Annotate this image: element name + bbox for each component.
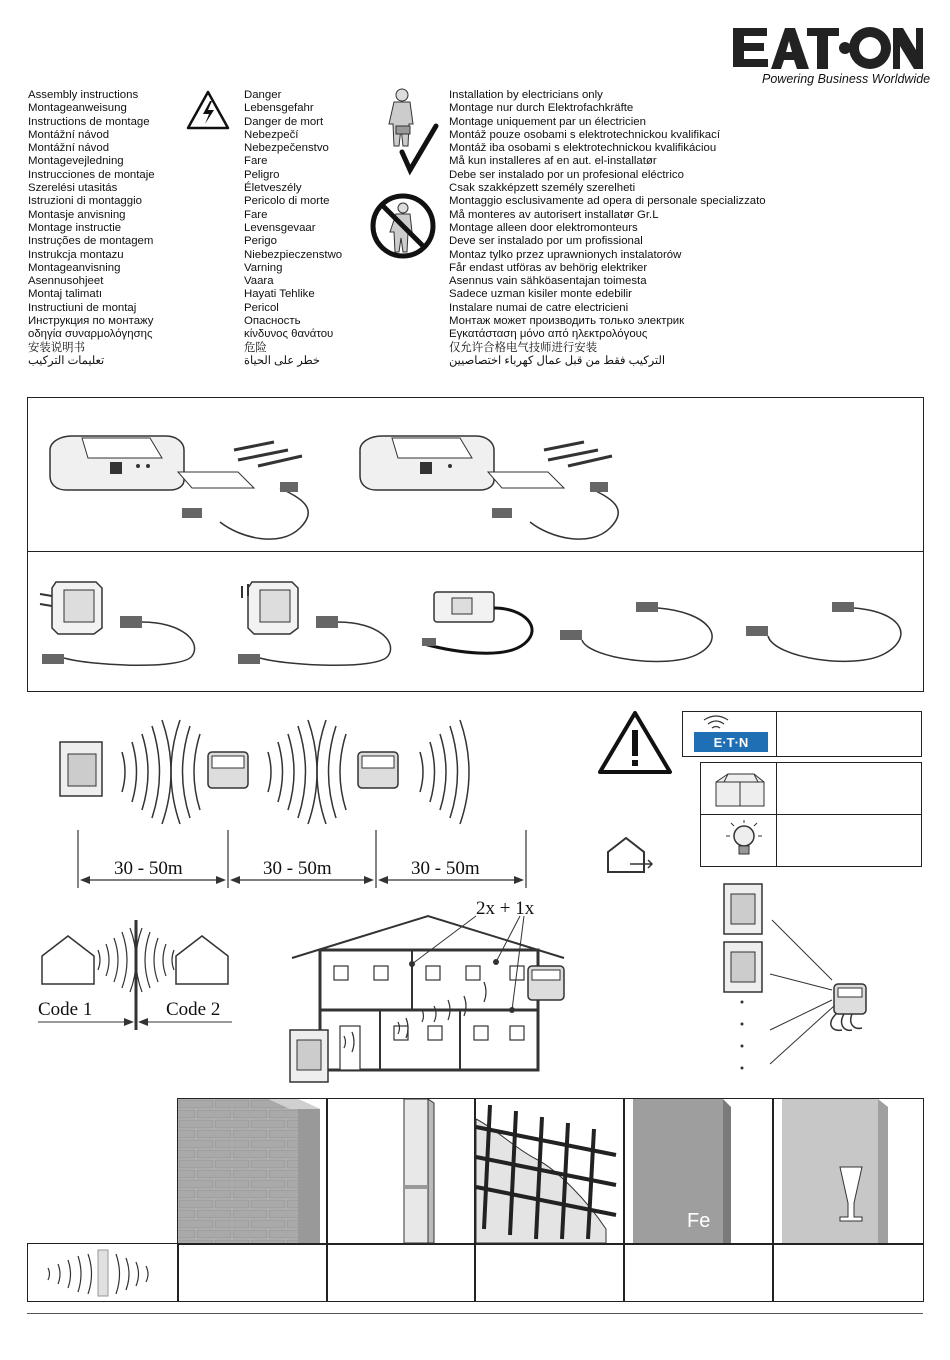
assembly-titles-column	[28, 89, 155, 368]
brick-wall-material	[178, 1099, 326, 1243]
usb-power-adapter-2	[232, 572, 402, 672]
danger-word-2: Danger de mort	[244, 115, 324, 128]
danger-word-7: Életveszély	[244, 182, 302, 195]
electrician-note-16: Instalare numai de catre electricieni	[449, 301, 629, 314]
building-installation-diagram	[288, 912, 568, 1090]
electrician-note-3: Montáž pouze osobami s elektrotechnickou kvalifikací	[449, 128, 720, 141]
plasterboard-material	[328, 1099, 474, 1243]
brand-tagline: Powering Business Worldwide	[762, 72, 931, 86]
danger-word-14: Vaara	[244, 275, 274, 288]
assembly-title-9: Montasje anvisning	[28, 208, 126, 221]
assembly-title-4: Montážní návod	[28, 142, 110, 155]
electrician-note-1: Montage nur durch Elektrofachkräfte	[449, 102, 634, 115]
electrician-note-9: Må monteres av autorisert installatør Gr.L	[449, 208, 659, 221]
assembly-title-0: Assembly instructions	[28, 89, 139, 101]
packaging-divider-h	[700, 814, 921, 815]
danger-word-20: خطر على الحياة	[244, 354, 320, 367]
electrician-note-7: Csak szakképzett személy szerelheti	[449, 182, 636, 195]
light-bulb-icon	[722, 818, 766, 864]
distance-label-2: 30 - 50m	[263, 858, 332, 879]
electrician-note-11: Deve ser instalado por um profissional	[449, 235, 643, 248]
iron-symbol: Fe	[687, 1210, 711, 1232]
danger-word-11: Perigo	[244, 235, 277, 248]
svg-text:E·T·N: E·T·N	[713, 735, 749, 750]
electrician-note-14: Asennus vain sähköasentajan toimesta	[449, 275, 647, 288]
electrician-note-2: Montage uniquement par un électricien	[449, 115, 646, 128]
assembly-title-19: 安装说明书	[28, 341, 85, 354]
package-divider	[27, 551, 923, 552]
assembly-title-15: Montaj talimatı	[28, 288, 103, 301]
distance-label-1: 30 - 50m	[114, 858, 183, 879]
network-cable-2	[742, 598, 912, 668]
distance-label-3: 30 - 50m	[411, 858, 480, 879]
danger-word-4: Nebezpečenstvo	[244, 142, 329, 155]
electrician-note-6: Debe ser instalado por un profesional eléctrico	[449, 168, 684, 181]
packaging-divider-v	[776, 763, 777, 866]
electrician-note-17: Монтаж может производить только электрик	[449, 315, 685, 328]
non-electrician-prohibited-icon	[370, 188, 436, 264]
assembly-title-13: Montageanvisning	[28, 261, 121, 274]
assembly-title-1: Montageanweisung	[28, 102, 127, 115]
assembly-title-16: Instructiuni de montaj	[28, 301, 137, 314]
gateway-kit-illustration-2	[358, 420, 658, 540]
electrician-note-8: Montaggio esclusivamente ad opera di personale specializzato	[449, 195, 766, 208]
assembly-title-2: Instructions de montage	[28, 115, 150, 128]
repeater-count-label: 2x + 1x	[476, 898, 535, 919]
assembly-title-17: Инструкция по монтажу	[28, 315, 154, 328]
electrician-note-13: Får endast utföras av behörig elektriker	[449, 261, 648, 274]
electrician-note-10: Montage alleen door elektromonteurs	[449, 221, 638, 234]
electrician-note-5: Må kun installeres af en aut. el-installatør	[449, 155, 657, 168]
gateway-kit-illustration-1	[48, 420, 348, 540]
electrician-notes-column	[449, 89, 766, 368]
danger-word-17: Опасность	[244, 315, 301, 328]
multi-switch-diagram	[718, 880, 878, 1080]
danger-word-9: Fare	[244, 208, 268, 221]
code-1-label: Code 1	[38, 999, 93, 1020]
assembly-title-14: Asennusohjeet	[28, 275, 104, 288]
danger-word-10: Levensgevaar	[244, 221, 316, 234]
reinforced-concrete-material	[476, 1099, 623, 1243]
assembly-title-12: Instrukcja montazu	[28, 248, 124, 261]
footer-rule	[27, 1313, 923, 1314]
danger-word-3: Nebezpečí	[244, 128, 299, 141]
usb-power-adapter-1	[36, 572, 206, 672]
electrician-note-0: Installation by electricians only	[449, 89, 603, 101]
assembly-title-8: Istruzioni di montaggio	[28, 195, 142, 208]
dc-power-supply	[420, 588, 540, 668]
danger-word-0: Danger	[244, 89, 282, 101]
danger-word-18: κίνδυνος θανάτου	[244, 328, 334, 341]
danger-words-column	[244, 89, 342, 368]
eaton-wireless-logo	[694, 716, 768, 752]
danger-word-12: Niebezpieczenstwo	[244, 248, 343, 261]
network-cable-1	[556, 598, 726, 668]
electrician-note-19: 仅允许合格电气技师进行安装	[449, 341, 598, 354]
electric-hazard-icon	[186, 90, 230, 130]
assembly-title-10: Montage instructie	[28, 221, 122, 234]
warning-triangle-icon	[597, 710, 673, 776]
assembly-title-7: Szerelési utasitás	[28, 182, 118, 195]
assembly-title-11: Instruções de montagem	[28, 235, 154, 248]
signal-attenuation-icon	[40, 1250, 160, 1296]
code-2-label: Code 2	[166, 999, 221, 1020]
danger-word-6: Peligro	[244, 168, 280, 181]
eaton-wireless-divider	[776, 712, 777, 756]
danger-word-5: Fare	[244, 155, 268, 168]
danger-word-15: Hayati Tehlike	[244, 288, 315, 301]
assembly-title-5: Montagevejledning	[28, 155, 124, 168]
danger-word-1: Lebensgefahr	[244, 102, 314, 115]
danger-word-8: Pericolo di morte	[244, 195, 330, 208]
electrician-note-18: Εγκατάσταση μόνο από ηλεκτρολόγους	[449, 328, 648, 341]
electrician-note-12: Montaz tylko przez uprawnionych instalatorów	[449, 248, 682, 261]
assembly-title-6: Instrucciones de montaje	[28, 168, 155, 181]
eaton-logo	[733, 26, 923, 70]
danger-word-13: Varning	[244, 261, 283, 274]
glass-material	[774, 1099, 921, 1243]
electrician-note-15: Sadece uzman kisiler monte edebilir	[449, 288, 632, 301]
electrician-note-20: التركيب فقط من قبل عمال كهرباء اختصاصيين	[449, 354, 665, 367]
assembly-title-3: Montážní návod	[28, 128, 110, 141]
electrician-note-4: Montáž iba osobami s elektrotechnickou kvalifikáciou	[449, 142, 717, 155]
danger-word-19: 危险	[244, 341, 267, 354]
metal-plate-material	[625, 1099, 772, 1243]
indoor-house-icon	[604, 834, 654, 874]
danger-word-16: Pericol	[244, 301, 279, 314]
assembly-title-18: οδηγία συναρμολόγησης	[28, 328, 153, 341]
assembly-title-20: تعليمات التركيب	[28, 354, 105, 367]
electrician-approved-icon	[380, 86, 440, 176]
boxes-icon	[712, 768, 766, 808]
